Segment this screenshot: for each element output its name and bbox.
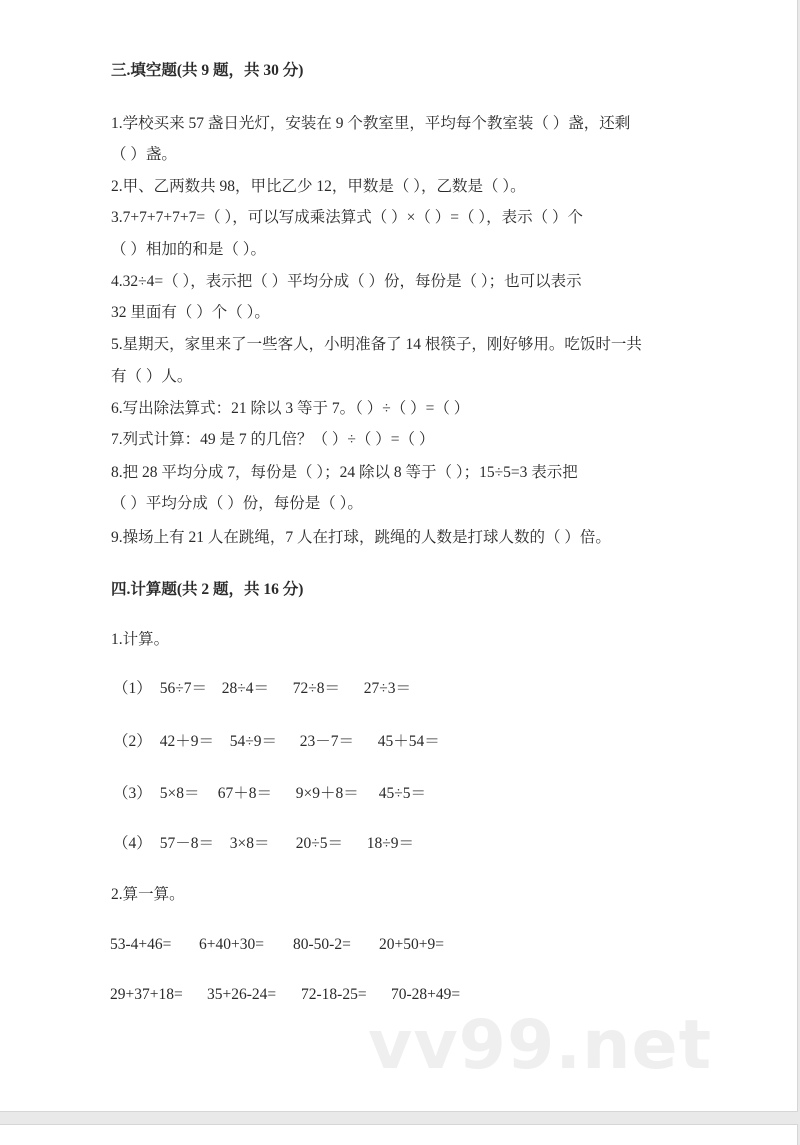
question-line: 7.列式计算：49 是 7 的几倍？（ ）÷（ ）=（ ） — [111, 431, 435, 448]
question-line: 9.操场上有 21 人在跳绳，7 人在打球，跳绳的人数是打球人数的（ ）倍。 — [111, 529, 611, 546]
calc-item: 5×8＝ — [159, 785, 200, 802]
calc-item: 45＋54＝ — [377, 733, 440, 750]
question-line: 32 里面有（ ）个（ ）。 — [111, 304, 270, 321]
calc-item: 29+37+18= — [110, 986, 183, 1003]
question-line: 有（ ）人。 — [111, 368, 193, 385]
row-number: （4） — [113, 835, 152, 852]
calc-item: 72÷8＝ — [292, 680, 341, 697]
question-line: （ ）相加的和是（ ）。 — [111, 241, 267, 258]
calc-row — [113, 784, 426, 804]
section-heading-fill-blank: 三.填空题(共 9 题，共 30 分) — [111, 62, 304, 79]
calc-item: 42＋9＝ — [159, 733, 215, 750]
question-line: 1.学校买来 57 盏日光灯，安装在 9 个教室里，平均每个教室装（ ）盏，还剩 — [111, 115, 631, 132]
calc-item: 28÷4＝ — [221, 680, 270, 697]
question-line: 5.星期天，家里来了一些客人，小明准备了 14 根筷子，刚好够用。吃饭时一共 — [111, 336, 642, 353]
calc-item: 20÷5＝ — [295, 835, 344, 852]
calc-item: 18÷9＝ — [366, 835, 415, 852]
calc-row — [110, 985, 460, 1005]
calc-item: 67＋8＝ — [217, 785, 273, 802]
calc-item: 23－7＝ — [299, 733, 355, 750]
calc-item: 20+50+9= — [379, 936, 444, 953]
calc-item: 3×8＝ — [229, 835, 270, 852]
calc-item: 57－8＝ — [159, 835, 215, 852]
question-line: 4.32÷4=（ ），表示把（ ）平均分成（ ）份，每份是（ ）；也可以表示 — [111, 273, 582, 290]
calc-item: 54÷9＝ — [229, 733, 278, 750]
calc-row — [113, 834, 414, 854]
calc-item: 53-4+46= — [110, 936, 172, 953]
calc-item: 72-18-25= — [301, 986, 367, 1003]
question-line: （ ）盏。 — [111, 146, 177, 163]
calc-row — [113, 679, 411, 699]
row-number: （2） — [113, 733, 152, 750]
calc-item: 70-28+49= — [391, 986, 461, 1003]
question-label: 1.计算。 — [111, 631, 170, 648]
calc-row — [113, 732, 440, 752]
watermark: vv99.net — [368, 1006, 713, 1085]
question-label: 2.算一算。 — [111, 886, 185, 903]
question-line: （ ）平均分成（ ）份，每份是（ ）。 — [111, 495, 363, 512]
question-line: 2.甲、乙两数共 98，甲比乙少 12，甲数是（ ），乙数是（ ）。 — [111, 178, 526, 195]
question-line: 6.写出除法算式：21 除以 3 等于 7。（ ）÷（ ）=（ ） — [111, 400, 470, 417]
section-heading-calculation: 四.计算题(共 2 题，共 16 分) — [111, 581, 304, 598]
calc-item: 45÷5＝ — [378, 785, 427, 802]
next-page — [0, 1124, 798, 1145]
calc-item: 27÷3＝ — [363, 680, 412, 697]
calc-item: 35+26-24= — [207, 986, 277, 1003]
calc-row — [110, 935, 444, 955]
calc-item: 56÷7＝ — [159, 680, 208, 697]
calc-item: 6+40+30= — [199, 936, 264, 953]
calc-item: 80-50-2= — [293, 936, 351, 953]
calc-item: 9×9＋8＝ — [295, 785, 359, 802]
question-line: 8.把 28 平均分成 7，每份是（ ）；24 除以 8 等于（ ）；15÷5=3 表示把 — [111, 464, 578, 481]
question-line: 3.7+7+7+7+7=（ ），可以写成乘法算式（ ）×（ ）=（ ），表示（ ）个 — [111, 209, 583, 226]
row-number: （1） — [113, 680, 152, 697]
row-number: （3） — [113, 785, 152, 802]
